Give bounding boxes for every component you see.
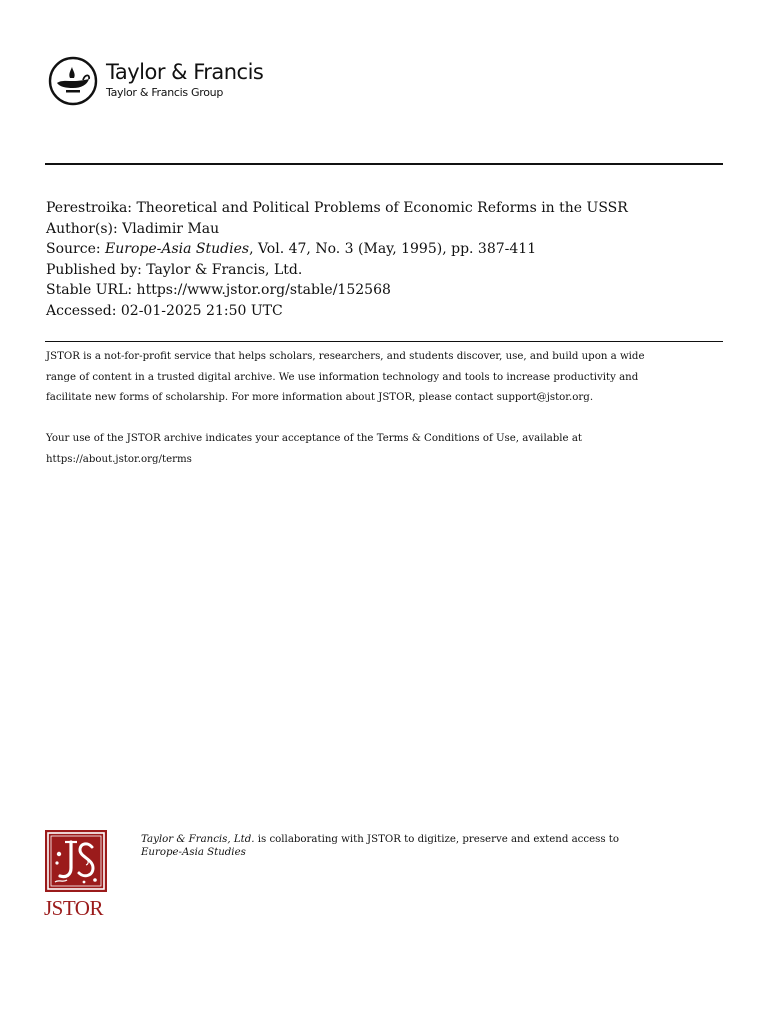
jstor-wordmark: JSTOR (44, 896, 103, 920)
publisher-name: Taylor & Francis (106, 60, 264, 84)
authors-label: Author(s): (46, 220, 123, 237)
collab-publisher: Taylor & Francis, Ltd. (141, 834, 255, 845)
stable-url-label: Stable URL: (46, 282, 137, 299)
collab-journal: Europe-Asia Studies (141, 847, 246, 858)
notice-text: facilitate new forms of scholarship. For more information about JSTOR, please contact (46, 392, 497, 404)
authors-line (46, 219, 726, 240)
article-title: Perestroika: Theoretical and Political Problems of Economic Reforms in the USSR (46, 200, 628, 216)
accessed-value: 02-01-2025 21:50 UTC (120, 302, 283, 319)
accessed-label: Accessed: (46, 302, 121, 319)
stable-url-line (46, 280, 726, 301)
support-email-link[interactable]: support@jstor.org (496, 392, 590, 404)
source-details: , Vol. 47, No. 3 (May, 1995), pp. 387-411 (249, 241, 537, 258)
jstor-logo (44, 830, 110, 920)
lamp-icon (48, 56, 98, 106)
notice-line: JSTOR is a not-for-profit service that helps scholars, researchers, and students discover, use, and build upon a wide (46, 351, 645, 362)
accessed-line (46, 301, 726, 322)
jstor-notice (46, 347, 726, 409)
publisher-logo (48, 56, 288, 108)
jstor-emblem-icon (45, 830, 107, 892)
terms-link[interactable]: https://about.jstor.org/terms (46, 453, 192, 465)
authors-value: Vladimir Mau (122, 220, 220, 237)
top-divider (45, 163, 723, 165)
notice-line: range of content in a trusted digital archive. We use information technology and tools to increase productivity and (46, 371, 639, 383)
terms-notice (46, 429, 726, 470)
source-line (46, 239, 726, 260)
source-label: Source: (46, 241, 106, 258)
notice-line (46, 388, 726, 409)
collab-line (141, 833, 731, 846)
collab-text: is collaborating with JSTOR to digitize, preserve and extend access to (254, 834, 620, 845)
publisher-line (46, 260, 726, 281)
collaboration-statement (141, 833, 731, 859)
published-by-value: Taylor & Francis, Ltd. (146, 261, 303, 278)
journal-name: Europe-Asia Studies (105, 241, 250, 258)
published-by-label: Published by: (46, 261, 147, 278)
terms-url-line (46, 450, 726, 471)
notice-period: . (589, 392, 594, 404)
stable-url-link[interactable]: https://www.jstor.org/stable/152568 (136, 282, 391, 299)
terms-text: Your use of the JSTOR archive indicates your acceptance of the Terms & Conditions of Use, available at (46, 433, 582, 444)
middle-divider (45, 341, 723, 342)
citation-block (46, 198, 726, 322)
publisher-group: Taylor & Francis Group (106, 86, 224, 99)
